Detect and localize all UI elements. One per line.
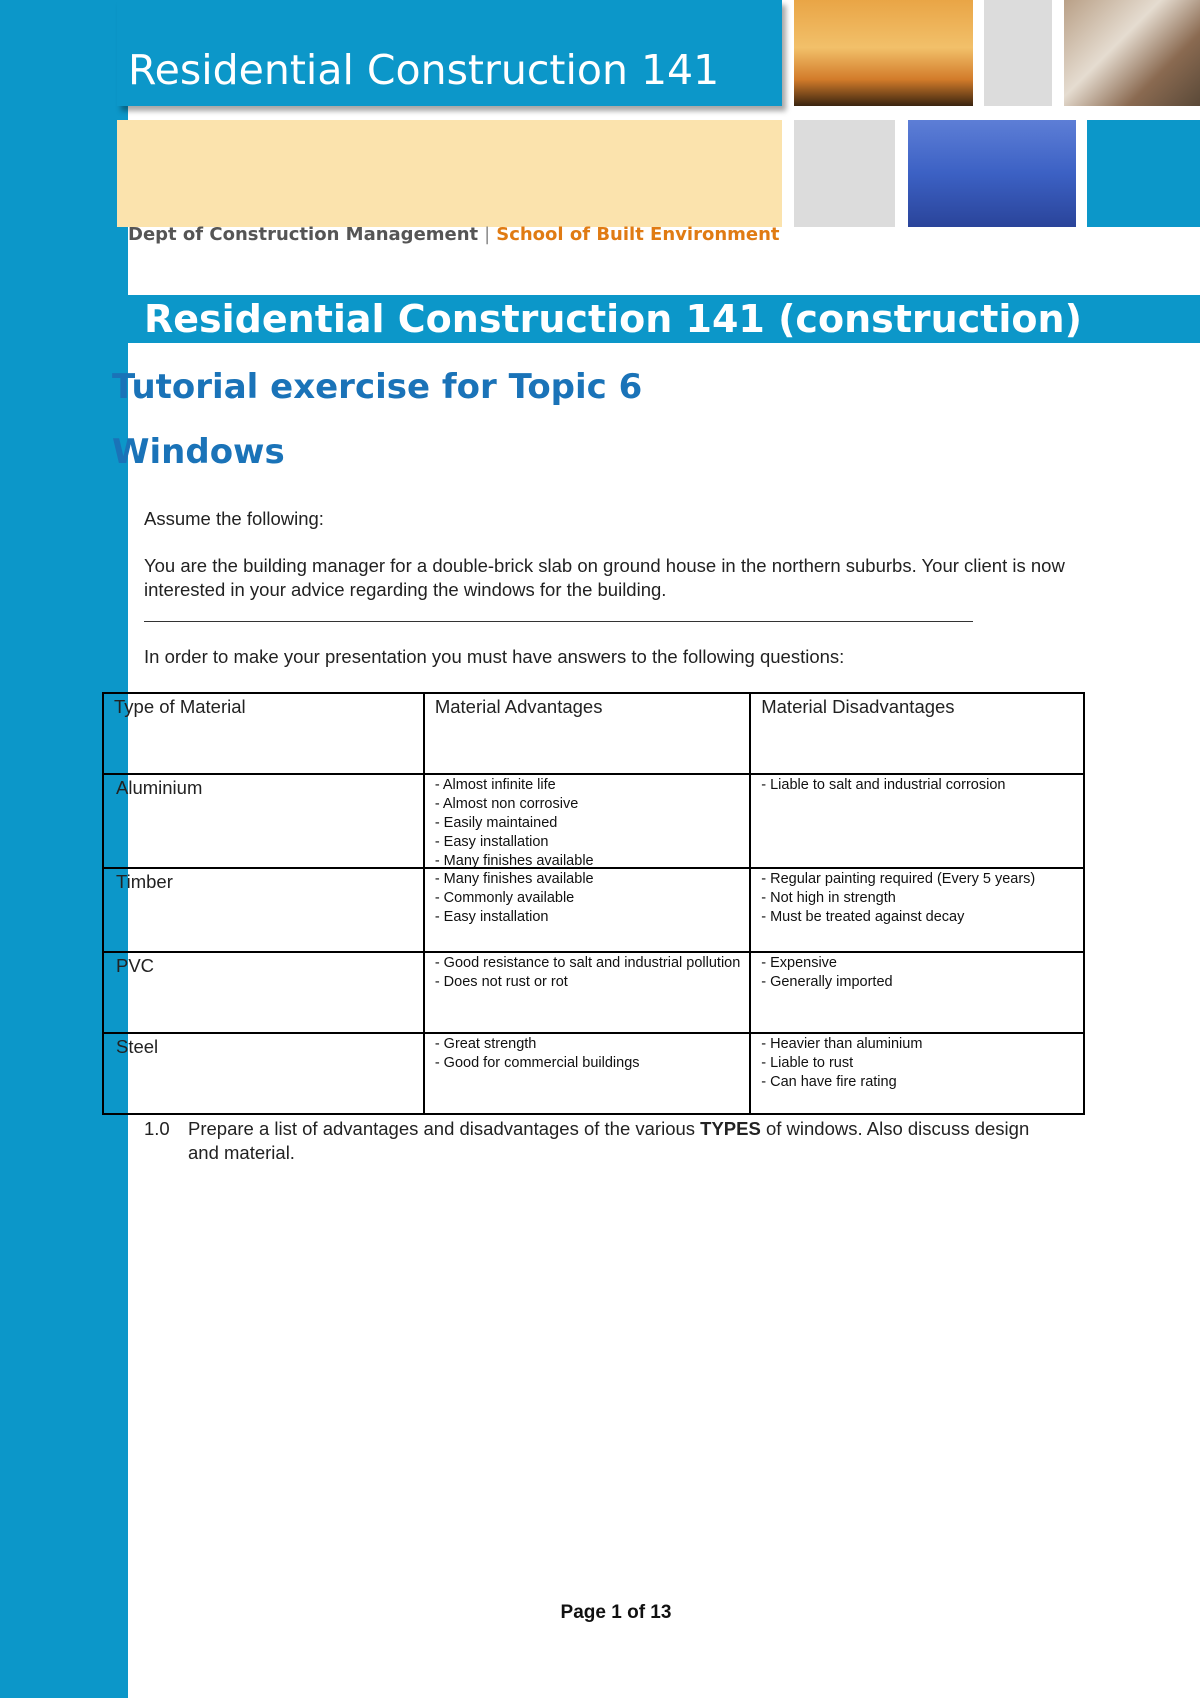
- disadvantages-cell: [750, 868, 1084, 952]
- separator: |: [484, 224, 491, 245]
- question-number: 1.0: [144, 1118, 170, 1139]
- construction-site-photo: [794, 0, 973, 106]
- table-row: [103, 868, 1084, 952]
- advantages-cell: [424, 952, 750, 1033]
- workers-photo: [1064, 0, 1200, 106]
- table-header-row: [103, 693, 1084, 774]
- materials-table: [102, 692, 1085, 1115]
- list-item: - Almost non corrosive: [434, 796, 579, 812]
- advantages-cell: [424, 868, 750, 952]
- list-item: - Commonly available: [434, 890, 575, 906]
- list-item: - Liable to rust: [761, 1055, 854, 1071]
- question-text: [188, 1117, 1064, 1165]
- scaffolding-photo: [908, 120, 1076, 227]
- material-name: PVC: [103, 952, 424, 1033]
- department-line: [128, 224, 780, 245]
- advantages-cell: [424, 1033, 750, 1114]
- instruction-text: In order to make your presentation you must have answers to the following questions:: [144, 646, 845, 667]
- list-item: - Not high in strength: [761, 890, 896, 906]
- scenario-paragraph: You are the building manager for a double-brick slab on ground house in the northern suburbs. Your client is now interested in your advice regarding the windows for the building.: [144, 555, 1065, 600]
- list-item: - Must be treated against decay: [761, 909, 965, 925]
- list-item: - Good for commercial buildings: [434, 1055, 640, 1071]
- topic-heading: Windows: [112, 432, 285, 472]
- table-row: [103, 952, 1084, 1033]
- course-title: Residential Construction 141 (construction): [144, 297, 1082, 341]
- list-item: - Easy installation: [434, 834, 549, 850]
- grey-tile: [984, 0, 1052, 106]
- question-text-after: of windows. Also discuss design and material.: [188, 1118, 1030, 1163]
- horizontal-rule: [144, 621, 973, 622]
- table-row: [103, 1033, 1084, 1114]
- disadvantages-cell: [750, 1033, 1084, 1114]
- advantages-cell: [424, 774, 750, 868]
- list-item: - Many finishes available: [434, 871, 594, 887]
- list-item: - Easily maintained: [434, 815, 558, 831]
- list-item: - Many finishes available: [434, 853, 594, 867]
- material-name: Steel: [103, 1033, 424, 1114]
- list-item: - Does not rust or rot: [434, 974, 568, 990]
- list-item: - Heavier than aluminium: [761, 1036, 923, 1052]
- school-name: School of Built Environment: [496, 224, 780, 245]
- list-item: - Almost infinite life: [434, 777, 556, 793]
- column-header: Material Disadvantages: [750, 693, 1084, 774]
- list-item: - Expensive: [761, 955, 837, 971]
- list-item: - Liable to salt and industrial corrosion: [761, 777, 1006, 793]
- list-item: - Can have fire rating: [761, 1074, 897, 1090]
- question-item: [144, 1117, 1064, 1165]
- list-item: - Good resistance to salt and industrial pollution: [434, 955, 741, 971]
- list-item: - Generally imported: [761, 974, 893, 990]
- column-header: Type of Material: [103, 693, 424, 774]
- list-item: - Great strength: [434, 1036, 537, 1052]
- material-name: Timber: [103, 868, 424, 952]
- page-number: Page 1 of 13: [560, 1602, 672, 1623]
- department-name: Dept of Construction Management: [128, 224, 479, 245]
- disadvantages-cell: [750, 952, 1084, 1033]
- grey-tile: [794, 120, 895, 227]
- material-name: Aluminium: [103, 774, 424, 868]
- question-text-before: Prepare a list of advantages and disadvantages of the various: [188, 1118, 701, 1139]
- column-header: Material Advantages: [424, 693, 750, 774]
- disadvantages-cell: [750, 774, 1084, 868]
- list-item: - Easy installation: [434, 909, 549, 925]
- table-row: [103, 774, 1084, 868]
- assume-text: Assume the following:: [144, 508, 324, 529]
- list-item: - Regular painting required (Every 5 years): [761, 871, 1036, 887]
- tutorial-heading: Tutorial exercise for Topic 6: [112, 367, 643, 407]
- question-emphasis: TYPES: [700, 1118, 761, 1139]
- header-title: Residential Construction 141: [128, 46, 720, 94]
- header-beige-band: [117, 120, 782, 227]
- blue-tile: [1087, 120, 1200, 227]
